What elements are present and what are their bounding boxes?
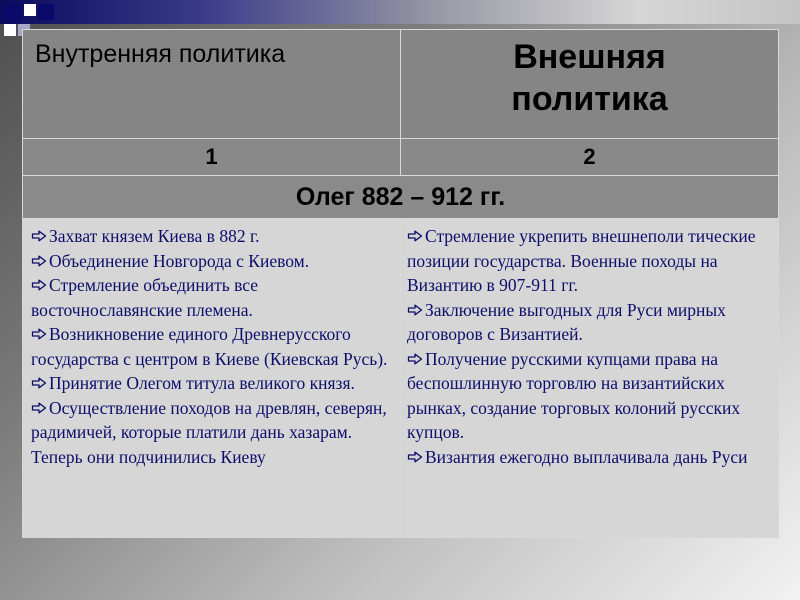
- domestic-policy-item-text: Захват князем Киева в 882 г.: [49, 226, 260, 246]
- domestic-policy-item: [31, 322, 396, 371]
- domestic-policy-item: [31, 396, 396, 470]
- foreign-policy-item: [407, 445, 772, 470]
- header-foreign-line1: Внешняя: [513, 38, 666, 76]
- foreign-policy-item: [407, 298, 772, 347]
- period-heading: Олег 882 – 912 гг.: [23, 176, 779, 219]
- foreign-policy-item: [407, 347, 772, 445]
- header-foreign-policy: [401, 30, 779, 139]
- domestic-policy-item-text: Объединение Новгорода с Киевом.: [49, 250, 310, 271]
- header-domestic-policy: Внутренняя политика: [23, 30, 401, 139]
- period-row: [23, 176, 779, 219]
- domestic-policy-item: [31, 249, 396, 274]
- number-row: [23, 139, 779, 176]
- domestic-policy-item-text: Возникновение единого Древнерусского государства с центром в Киеве (Киевская Русь).: [31, 324, 388, 369]
- foreign-policy-item-text: Стремление укрепить внешнеполи тические позиции государства. Военные походы на Византию в 907-911 гг.: [407, 226, 756, 295]
- foreign-policy-item-text: Получение русскими купцами права на беспошлинную торговлю на византийских рынках, создание торговых колоний русских купцов.: [407, 348, 741, 442]
- column-number-1: 1: [23, 139, 401, 176]
- domestic-policy-item-text: Стремление объединить все восточнославянские племена.: [31, 275, 258, 320]
- domestic-policy-item: [31, 273, 396, 322]
- arrow-right-icon: [31, 322, 47, 334]
- domestic-policy-item-text: Осуществление походов на древлян, северян, радимичей, которые платили дань хазарам. Теперь они подчинились Киеву: [31, 397, 387, 467]
- arrow-right-icon: [407, 347, 423, 359]
- arrow-right-icon: [407, 298, 423, 310]
- arrow-right-icon: [31, 249, 47, 261]
- header-row: [23, 30, 779, 139]
- domestic-policy-item: [31, 371, 396, 396]
- foreign-policy-list: [401, 219, 779, 538]
- foreign-policy-item: [407, 224, 772, 298]
- policy-table: [22, 29, 779, 538]
- arrow-right-icon: [31, 273, 47, 285]
- column-number-2: 2: [401, 139, 779, 176]
- arrow-right-icon: [31, 224, 47, 236]
- arrow-right-icon: [31, 371, 47, 383]
- foreign-policy-item-text: Византия ежегодно выплачивала дань Руси: [425, 446, 748, 467]
- title-bar: [0, 0, 800, 24]
- header-foreign-line2: политика: [511, 80, 668, 118]
- foreign-policy-item-text: Заключение выгодных для Руси мирных договоров с Византией.: [407, 299, 726, 344]
- arrow-right-icon: [407, 224, 423, 236]
- domestic-policy-item: [31, 224, 396, 249]
- arrow-right-icon: [407, 445, 423, 457]
- domestic-policy-item-text: Принятие Олегом титула великого князя.: [49, 373, 355, 393]
- domestic-policy-list: [23, 219, 401, 538]
- arrow-right-icon: [31, 396, 47, 408]
- content-row: [23, 219, 779, 538]
